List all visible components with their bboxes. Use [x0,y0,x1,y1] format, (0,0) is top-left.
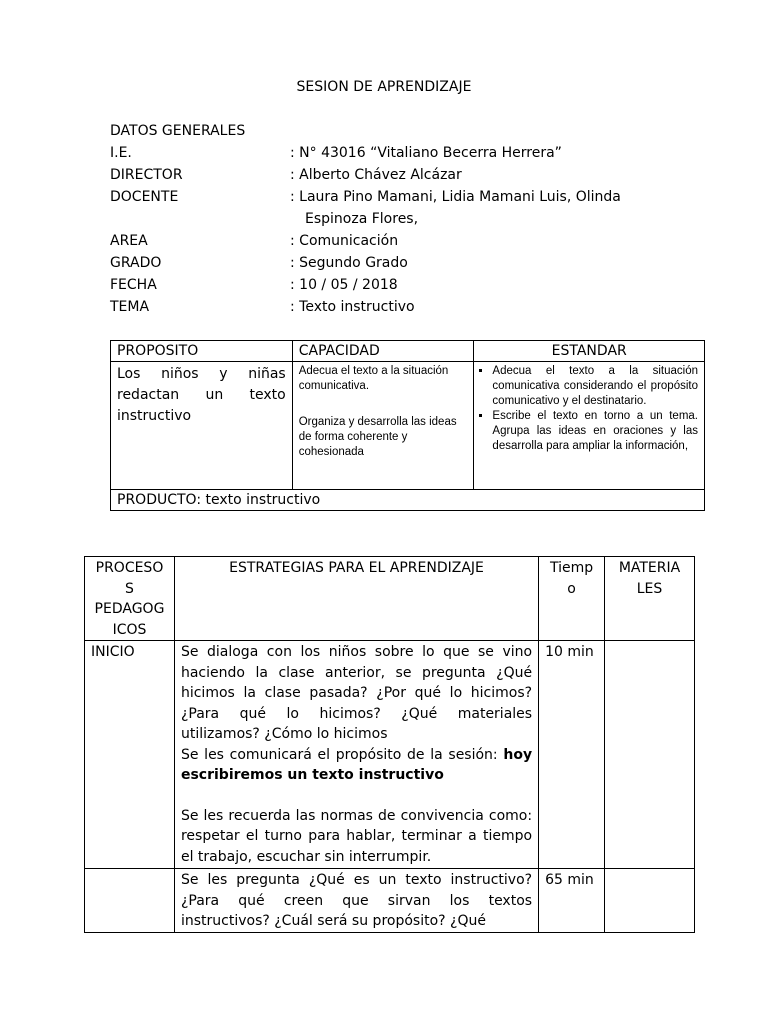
header-procesos-line-3: PEDAGOG [94,601,165,617]
header-proposito: PROPOSITO [111,341,293,362]
desarrollo-materiales [605,869,695,933]
desarrollo-estrategias: Se les pregunta ¿Qué es un texto instructivo? ¿Para qué creen que sirvan los textos instructivos? ¿Cuál será su propósito? ¿Qué [174,869,538,933]
estandar-list [480,364,698,454]
grado-value: : Segundo Grado [290,255,408,271]
proposito-table [110,340,705,511]
header-tiempo-line-2: o [567,580,576,597]
ie-label: I.E. [110,145,132,161]
director-value: : Alberto Chávez Alcázar [290,167,462,183]
ie-value: : N° 43016 “Vitaliano Becerra Herrera” [290,145,562,161]
docente-label: DOCENTE [110,189,179,205]
inicio-paragraph-3: Se les recuerda las normas de convivencia como: respetar el turno para hablar, terminar a tiempo el trabajo, escuchar sin interrumpir. [180,807,533,865]
header-estrategias: ESTRATEGIAS PARA EL APRENDIZAJE [174,557,538,641]
inicio-materiales [605,641,695,869]
header-estandar: ESTANDAR [474,341,705,362]
estandar-item-2: ▪ Escribe el texto en torno a un tema. Agrupa las ideas en oraciones y las desarrolla para ampliar la información, [492,409,698,454]
capacidad-2: Organiza y desarrolla las ideas de forma coherente y cohesionada [298,416,457,458]
inicio-proceso: INICIO [85,641,175,869]
capacidad-1: Adecua el texto a la situación comunicativa. [298,365,449,392]
header-procesos [85,557,175,641]
director-label: DIRECTOR [110,167,183,183]
inicio-proposito-text: Se les comunicará el propósito de la sesión: [180,746,504,763]
desarrollo-tiempo: 65 min [539,869,605,933]
header-procesos-line-2: S [125,580,134,597]
fecha-label: FECHA [110,277,157,293]
proposito-table-header [111,341,705,362]
estrategias-table [84,556,695,933]
proposito-cell: Los niños y niñas redactan un texto instructivo [111,362,293,490]
area-value: : Comunicación [290,233,399,249]
estandar-cell [474,362,705,490]
inicio-proposito-bold: hoy escribiremos un texto instructivo [180,746,533,783]
header-procesos-line-4: ICOS [112,621,147,638]
datos-generales [110,120,670,320]
tema-value: : Texto instructivo [290,299,415,315]
grado-label: GRADO [110,255,162,271]
fecha-value: : 10 / 05 / 2018 [290,277,398,293]
tema-label: TEMA [110,299,150,315]
inicio-estrategias [174,641,538,869]
header-materiales [605,557,695,641]
header-materiales-line-1: MATERIA [618,560,681,576]
estandar-item-1: ▪ Adecua el texto a la situación comunicativa considerando el propósito comunicativo y el destinatario. [492,364,698,409]
docente-value: : Laura Pino Mamani, Lidia Mamani Luis, Olinda [290,189,621,205]
proposito-table-row [111,362,705,490]
docente-value-continued: Espinoza Flores, [305,211,419,227]
desarrollo-row [85,869,695,933]
inicio-paragraph-1: Se dialoga con los niños sobre lo que se vino haciendo la clase anterior, se pregunta ¿Qué hicimos la clase pasada? ¿Por qué lo hicimos? ¿Para qué lo hicimos? ¿Qué materiales utilizamos? ¿Cómo lo hicimos [180,644,533,742]
inicio-tiempo: 10 min [539,641,605,869]
desarrollo-proceso [85,869,175,933]
producto-cell: PRODUCTO: texto instructivo [111,490,705,511]
document-title: SESION DE APRENDIZAJE [296,79,472,95]
header-materiales-line-2: LES [636,580,663,597]
capacidad-cell [292,362,474,490]
datos-heading: DATOS GENERALES [110,123,246,139]
producto-row [111,490,705,511]
header-tiempo-line-1: Tiemp [549,560,594,576]
area-label: AREA [110,233,148,249]
estrategias-header-row [85,557,695,641]
inicio-row [85,641,695,869]
header-capacidad: CAPACIDAD [292,341,474,362]
header-procesos-line-1: PROCESO [95,560,164,576]
header-tiempo [539,557,605,641]
inicio-paragraph-2 [181,745,532,786]
